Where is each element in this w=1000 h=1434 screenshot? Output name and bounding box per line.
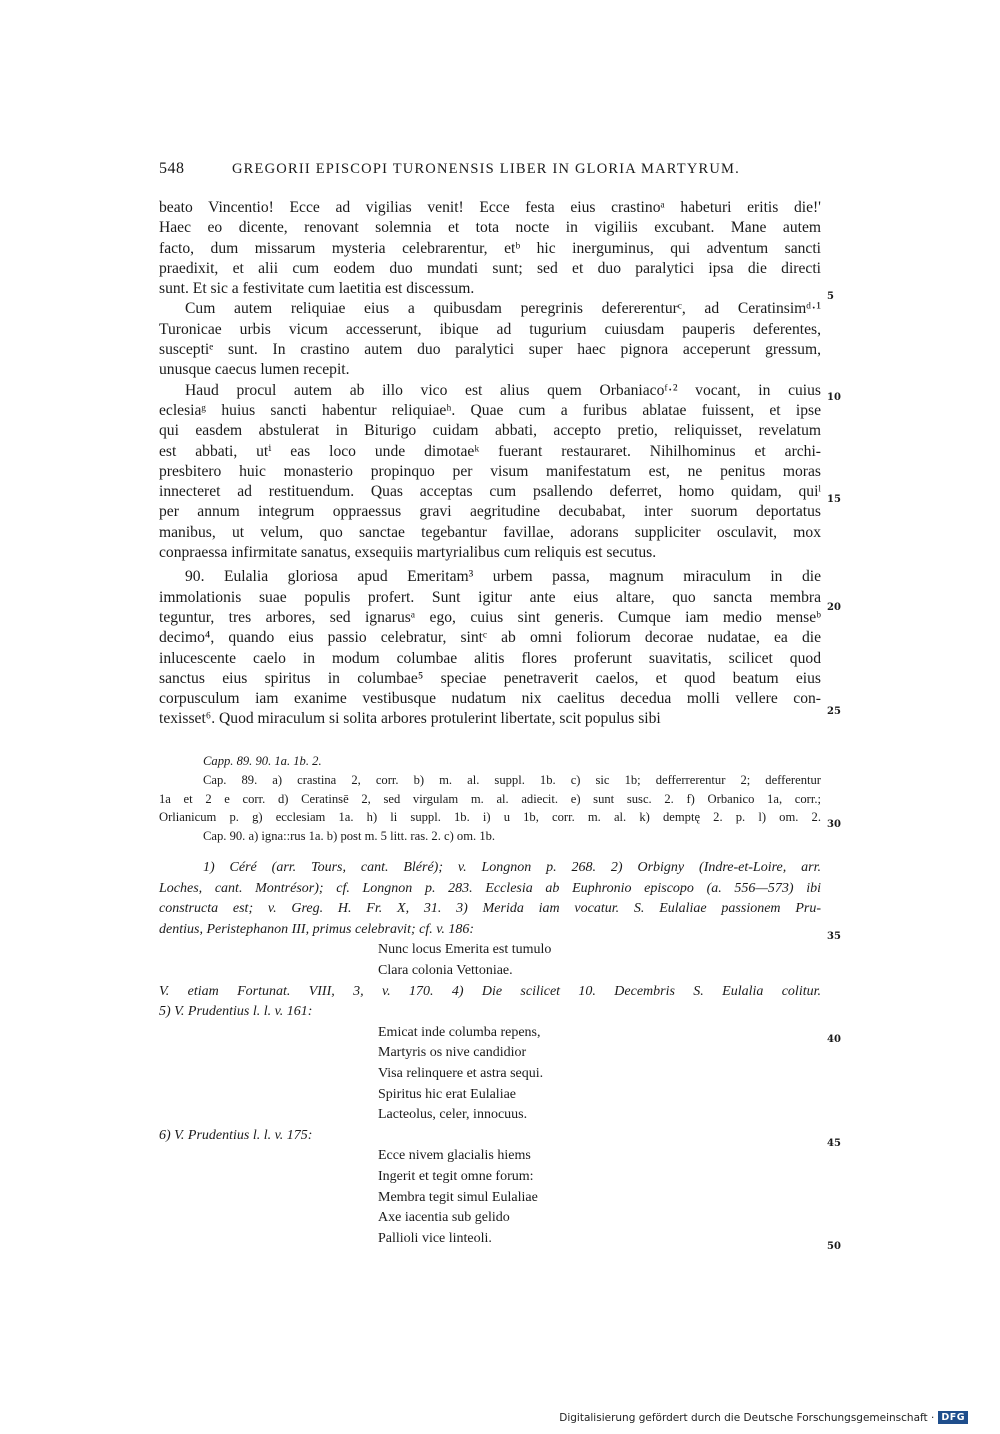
text-line: manibus, ut velum, quo sanctae tegebantur favillae, adorans suppliciter osculavit, mox <box>159 523 821 541</box>
text-line: teguntur, tres arbores, sed ignarusᵃ ego, cuius sint generis. Cumque iam medio menseᵇ <box>159 608 821 626</box>
text-line: Haud procul autem ab illo vico est alius quem Orbaniacoᶠ·² vocant, in cuius <box>185 381 821 399</box>
verse-line: Martyris os nive candidior <box>378 1045 527 1061</box>
verse-line: Lacteolus, celer, innocuus. <box>378 1107 528 1123</box>
verse-line: Spiritus hic erat Eulaliae <box>378 1086 517 1102</box>
footnotes <box>159 858 821 1249</box>
page-number: 548 <box>159 160 185 177</box>
text-line: Turonicae urbis vicum accesserunt, ibique ad tugurium cuiusdam pauperis deferentes, <box>159 320 821 338</box>
credit-text: Digitalisierung gefördert durch die Deutsche Forschungsgemeinschaft · <box>559 1411 935 1424</box>
running-head: GREGORII EPISCOPI TURONENSIS LIBER IN GLORIA MARTYRUM. <box>232 161 740 177</box>
text-line: 90. Eulalia gloriosa apud Emeritam³ urbem passa, magnum miraculum in die <box>185 568 821 586</box>
paragraph <box>159 198 821 299</box>
line-number: 5 <box>827 291 834 302</box>
apparatus-line: Cap. 89. a) crastina 2, corr. b) m. al. suppl. 1b. c) sic 1b; defferrerentur 2; defferentur <box>203 772 821 787</box>
verse-line: Pallioli vice linteoli. <box>378 1230 492 1246</box>
text-line: conpraessa infirmitate sanatus, exsequiis martyrialibus cum reliquis est secutus. <box>159 544 657 562</box>
text-line: unusque caecus lumen recepit. <box>159 361 350 379</box>
text-line: innecteret ad restituendum. Quas acceptas cum psallendo deferret, homo quidam, quiˡ <box>159 483 821 501</box>
verse-line: Nunc locus Emerita est tumulo <box>378 942 552 958</box>
verse-line: Ecce nivem glacialis hiems <box>378 1148 531 1164</box>
footnote-line: constructa est; v. Greg. H. Fr. X, 31. 3) Merida iam vocatur. S. Eulaliae passionem Pru- <box>159 901 821 917</box>
verse-line: Membra tegit simul Eulaliae <box>378 1189 538 1205</box>
apparatus-line: Orlianicum p. g) ecclesiam 1a. h) li suppl. 1b. i) u 1b, corr. m. al. k) demptę 2. p. l) om. 2. <box>159 810 821 825</box>
text-line: texisset⁶. Quod miraculum si solita arbores protulerint libertate, scit populus sibi <box>159 710 661 728</box>
footnote-line: dentius, Peristephanon III, primus celebravit; cf. v. 186: <box>159 921 475 937</box>
line-number: 10 <box>827 392 841 403</box>
apparatus-line: 1a et 2 e corr. d) Ceratinsē 2, sed virgulam m. al. adiecit. e) sunt susc. 2. f) Orbanico 1a, corr.; <box>159 791 821 806</box>
dfg-logo[interactable]: DFG <box>938 1411 968 1424</box>
footnote-line: V. etiam Fortunat. VIII, 3, v. 170. 4) Die scilicet 10. Decembris S. Eulalia colitur. <box>159 983 821 999</box>
text-line: facto, dum missarum mysteria celebrarentur, etᵇ hic inerguminus, qui adventum sancti <box>159 239 821 257</box>
digitization-credit <box>559 1411 968 1424</box>
paragraph <box>159 381 821 564</box>
verse-line: Clara colonia Vettoniae. <box>378 962 513 978</box>
text-line: corpusculum iam exanime vestibusque nudatum nix caelitus decedua molli vellere con- <box>159 690 821 708</box>
text-line: sunt. Et sic a festivitate cum laetitia est discessum. <box>159 280 475 298</box>
text-line: beato Vincentio! Ecce ad vigilias venit! Ecce festa eius crastinoᵃ habeturi eritis die!' <box>159 199 821 216</box>
line-number: 45 <box>827 1138 841 1149</box>
line-number: 20 <box>827 602 841 613</box>
line-number: 25 <box>827 706 841 717</box>
paragraph <box>159 299 821 380</box>
text-line: Haec eo dicente, renovant solemnia et tota nocte in vigiliis excubant. Mane autem <box>159 219 821 237</box>
verse-line: Emicat inde columba repens, <box>378 1024 541 1040</box>
main-text <box>159 198 821 730</box>
footnote-line: 5) V. Prudentius l. l. v. 161: <box>159 1004 313 1020</box>
text-line: presbitero huic monasterio propinquo per visum manifestatum est, ne penitus moras <box>159 462 821 480</box>
text-line: est abbati, utⁱ eas loco unde dimotaeᵏ fuerant restauraret. Nihilhominus et archi- <box>159 442 821 460</box>
text-line: inlucescente caelo in modum columbae alitis flores proferunt suavitatis, scilicet quod <box>159 649 821 667</box>
verse-line: Ingerit et tegit omne forum: <box>378 1168 534 1184</box>
paragraph <box>159 567 821 729</box>
line-number: 35 <box>827 931 841 942</box>
text-line: qui easdem abstulerat in Biturigo cuidam abbati, accepto pretio, reliquisset, revelatum <box>159 422 821 440</box>
footnote-line: 1) Céré (arr. Tours, cant. Bléré); v. Longnon p. 268. 2) Orbigny (Indre-et-Loire, arr. <box>203 860 821 875</box>
footnote-line: 6) V. Prudentius l. l. v. 175: <box>159 1127 313 1143</box>
line-number: 40 <box>827 1034 841 1045</box>
text-line: susceptiᵉ sunt. In crastino autem duo paralytici super haec pignora acceperunt gressum, <box>159 341 821 359</box>
text-line: praedixit, et alii cum eodem duo mundati sunt; sed et duo paralytici ipsa die directi <box>159 259 821 277</box>
footnote-line: Loches, cant. Montrésor); cf. Longnon p. 283. Ecclesia ab Euphronio episcopo (a. 556—573) ibi <box>159 880 821 896</box>
text-line: per annum integrum oppraessus gravi aegritudine decubabat, inter suorum deportatus <box>159 503 821 521</box>
text-line: Cum autem reliquiae eius a quibusdam peregrinis defererenturᶜ, ad Ceratinsimᵈ·¹ <box>185 300 821 318</box>
page-header <box>159 160 821 184</box>
line-number: 30 <box>827 819 841 830</box>
text-line: immolationis suae populis profert. Sunt igitur ante eius altare, quo sancta membra <box>159 588 821 606</box>
line-number: 50 <box>827 1241 841 1252</box>
critical-apparatus <box>159 752 821 846</box>
apparatus-line: Cap. 90. a) igna::rus 1a. b) post m. 5 litt. ras. 2. c) om. 1b. <box>203 829 496 844</box>
apparatus-line: Capp. 89. 90. 1a. 1b. 2. <box>203 754 322 768</box>
verse-line: Axe iacentia sub gelido <box>378 1210 510 1226</box>
line-number: 15 <box>827 494 841 505</box>
verse-line: Visa relinquere et astra sequi. <box>378 1065 544 1081</box>
text-line: decimo⁴, quando eius passio celebratur, sintᶜ ab omni foliorum decorae nudatae, ea die <box>159 629 821 647</box>
text-line: sanctus eius spiritus in columbae⁵ speciae penetraverit caelos, et quod beatum eius <box>159 669 821 687</box>
text-line: eclesiaᵍ huius sancti habentur reliquiaeʰ. Quae cum a furibus ablatae fuissent, et ipse <box>159 401 821 419</box>
